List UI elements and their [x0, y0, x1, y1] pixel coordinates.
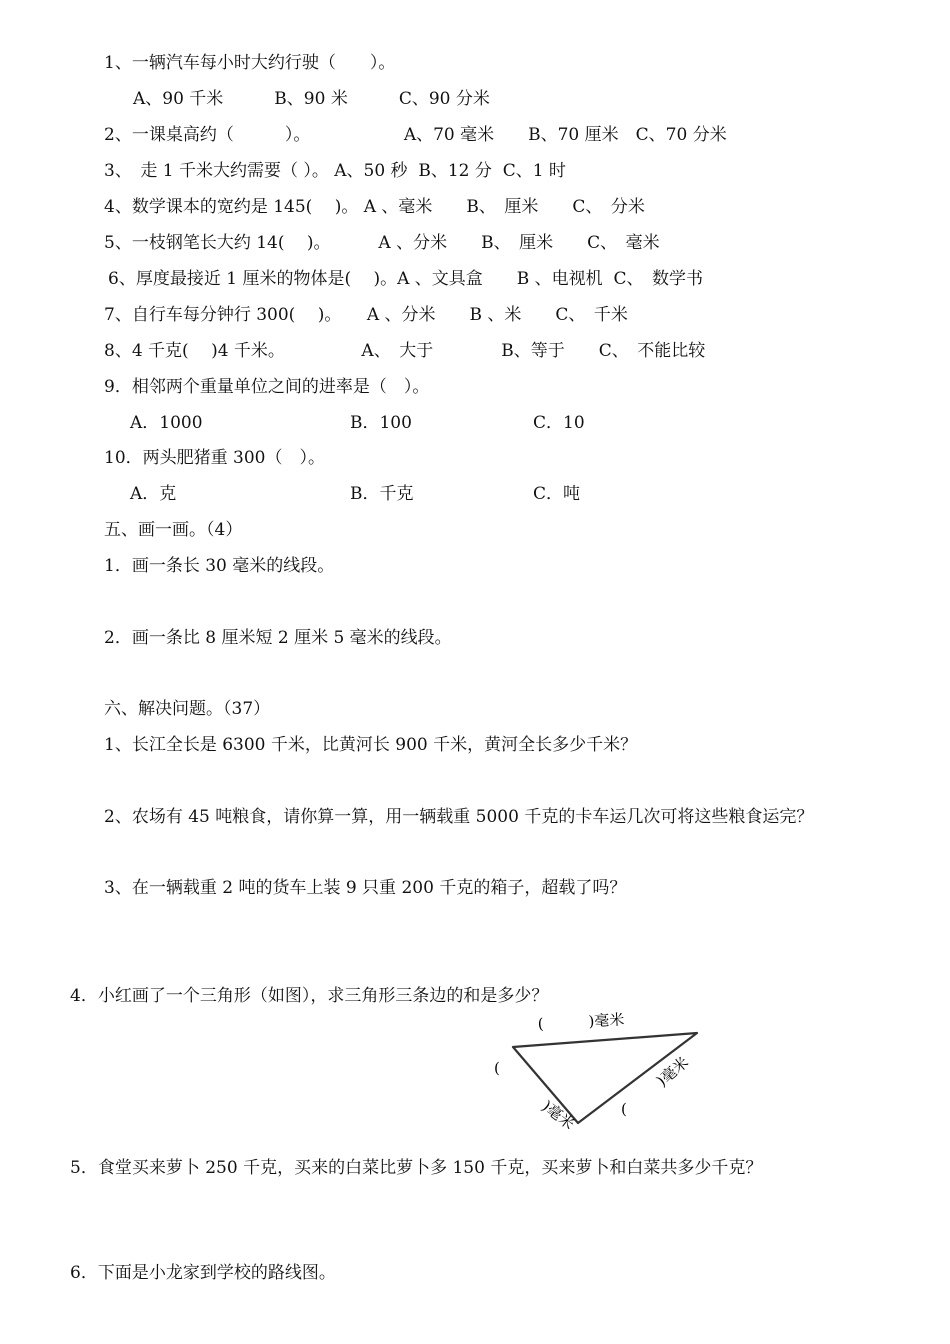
question-10-option-b: B．千克 [350, 484, 414, 504]
question-9-option-c: C．10 [533, 413, 585, 433]
triangle-bottom-paren: ( [621, 1100, 627, 1118]
question-10: 10．两头肥猪重 300（ ）。 [104, 448, 325, 468]
solve-question-6: 6．下面是小龙家到学校的路线图。 [70, 1263, 336, 1283]
question-4: 4、数学课本的宽约是 145( )。 A 、毫米 B、 厘米 C、 分米 [104, 197, 645, 217]
drawing-question-2: 2．画一条比 8 厘米短 2 厘米 5 毫米的线段。 [104, 628, 452, 648]
triangle-right-label: )毫米 [653, 1053, 693, 1091]
triangle-bottom-label: )毫米 [538, 1096, 578, 1134]
question-1: 1、一辆汽车每小时大约行驶（ ）。 [104, 53, 396, 73]
question-9-option-b: B．100 [350, 413, 412, 433]
question-10-option-c: C．吨 [533, 484, 581, 504]
question-3: 3、 走 1 千米大约需要（ ）。 A、50 秒 B、12 分 C、1 时 [104, 161, 566, 181]
solve-question-4: 4．小红画了一个三角形（如图），求三角形三条边的和是多少？ [70, 986, 549, 1006]
triangle-top-label: ( )毫米 [537, 1010, 625, 1033]
question-7: 7、自行车每分钟行 300( )。 A 、分米 B 、米 C、 千米 [104, 305, 628, 325]
triangle-shape [513, 1033, 697, 1123]
question-8: 8、4 千克( )4 千米。 A、 大于 B、等于 C、 不能比较 [104, 341, 706, 361]
solve-question-1: 1、长江全长是 6300 千米，比黄河长 900 千米，黄河全长多少千米？ [104, 735, 638, 755]
drawing-question-1: 1．画一条长 30 毫米的线段。 [104, 556, 335, 576]
question-2: 2、一课桌高约（ ）。 A、70 毫米 B、70 厘米 C、70 分米 [104, 125, 727, 145]
question-1-options: A、90 千米 B、90 米 C、90 分米 [133, 89, 490, 109]
question-10-option-a: A．克 [130, 484, 177, 504]
solve-question-3: 3、在一辆载重 2 吨的货车上装 9 只重 200 千克的箱子，超载了吗？ [104, 878, 627, 898]
question-6: 6、厚度最接近 1 厘米的物体是( )。A 、文具盒 B 、电视机 C、 数学书 [108, 269, 703, 289]
triangle-left-paren: ( [494, 1059, 500, 1077]
question-9: 9．相邻两个重量单位之间的进率是（ ）。 [104, 377, 430, 397]
solve-question-5: 5．食堂买来萝卜 250 千克，买来的白菜比萝卜多 150 千克，买来萝卜和白菜共多少千克？ [70, 1158, 763, 1178]
drawing-heading: 五、画一画。（4） [104, 520, 243, 540]
question-5: 5、一枝钢笔长大约 14( )。 A 、分米 B、 厘米 C、 毫米 [104, 233, 660, 253]
solve-question-2: 2、农场有 45 吨粮食，请你算一算，用一辆载重 5000 千克的卡车运几次可将这些粮食运完？ [104, 807, 814, 827]
question-9-option-a: A．1000 [130, 413, 203, 433]
solve-heading: 六、解决问题。（37） [104, 699, 271, 719]
